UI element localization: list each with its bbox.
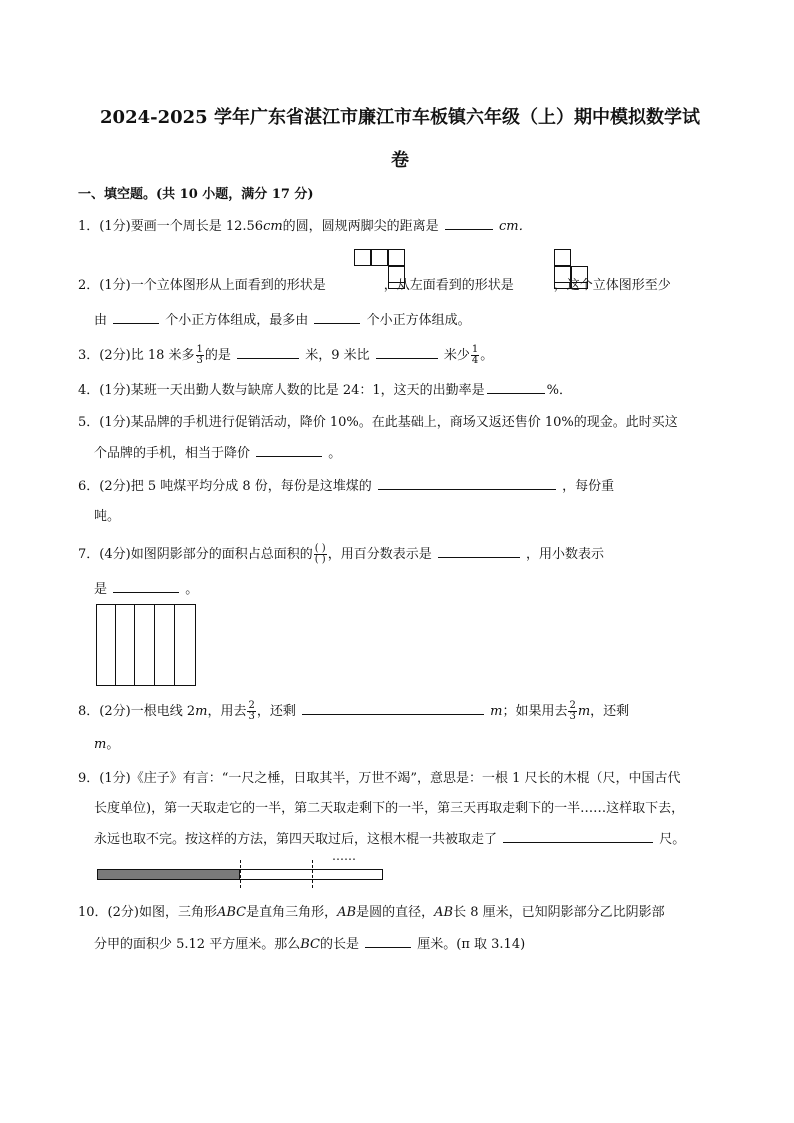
- question-8: [78, 701, 629, 722]
- question-8-line2: [94, 736, 119, 754]
- q7-text-b: ，用百分数表示是: [327, 547, 432, 562]
- q1-unit: cm: [263, 219, 283, 234]
- q1-text-c: cm．: [498, 219, 532, 234]
- q3-score: (2分): [99, 348, 131, 363]
- q3-fraction-2: $\frac{1}{4}$: [471, 344, 479, 366]
- q10-ab: AB: [337, 905, 357, 920]
- q2-text-b: ，从左面看到的形状是: [383, 278, 514, 293]
- q3-text-e: 。: [480, 348, 494, 363]
- q1-score: (1分): [99, 219, 131, 234]
- q2-line2-a: 由: [94, 313, 108, 328]
- question-4: [78, 381, 572, 400]
- q3-text-a: 比 18 米多: [130, 348, 195, 363]
- q7-score: (4分): [99, 547, 131, 562]
- question-10: [78, 904, 665, 922]
- q5-line2-b: 。: [328, 446, 342, 461]
- q2-score: (1分): [99, 278, 131, 293]
- q8-score: (2分): [99, 704, 131, 719]
- q8-unit-2: m: [490, 704, 503, 719]
- q7-text-c: ，用小数表示: [526, 547, 605, 562]
- q10-abc: ABC: [216, 905, 247, 920]
- q10-text-d: 长 8 厘米，已知阴影部分乙比阴影部: [453, 905, 665, 920]
- q6-answer-blank[interactable]: [378, 477, 556, 490]
- q6-text-a: 把 5 吨煤平均分成 8 份，每份是这堆煤的: [130, 479, 372, 494]
- q8-fraction-2: $\frac{2}{3}$: [569, 700, 576, 722]
- q2-text-c: ，这个立体图形至少: [553, 278, 671, 293]
- q10-score: (2分): [107, 905, 139, 920]
- q8-text-a: 一根电线 2: [130, 704, 196, 719]
- q5-number: 5．: [78, 415, 100, 430]
- q4-number: 4．: [78, 383, 100, 398]
- q5-score: (1分): [99, 415, 131, 430]
- section-heading: 一、填空题。(共 10 小题，满分 17 分): [78, 187, 314, 202]
- exam-title-line2: 卷: [391, 150, 409, 171]
- q10-line2-a: 分甲的面积少 5.12 平方厘米。那么: [94, 937, 301, 952]
- q8-text-d: ；如果用去: [502, 704, 568, 719]
- q8-text-e: ，还剩: [590, 704, 630, 719]
- q2-number: 2．: [78, 278, 100, 293]
- q8-blank-1[interactable]: [302, 702, 484, 715]
- q3-blank-1[interactable]: [237, 346, 299, 359]
- q2-min-blank[interactable]: [113, 311, 159, 324]
- q7-number: 7．: [78, 547, 100, 562]
- question-6-line2: 吨。: [94, 509, 121, 524]
- q2-text-a: 一个立体图形从上面看到的形状是: [130, 278, 326, 293]
- q8-number: 8．: [78, 704, 100, 719]
- question-9-line2: 长度单位)，第一天取走它的一半，第二天取走剩下的一半，第三天再取走剩下的一半……这样取下去，: [94, 801, 685, 816]
- q3-blank-2[interactable]: [376, 346, 438, 359]
- q2-max-blank[interactable]: [314, 311, 360, 324]
- q9-score: (1分): [99, 771, 131, 786]
- q10-number: 10．: [78, 905, 108, 920]
- q1-text-b: 的圆，圆规两脚尖的距离是: [282, 219, 439, 234]
- q10-bc: BC: [300, 937, 320, 952]
- question-10-line2: [94, 935, 525, 954]
- q9-answer-blank[interactable]: [503, 830, 653, 843]
- q9-line3-a: 永远也取不完。按这样的方法，第四天取过后，这根木棍一共被取走了: [94, 832, 498, 847]
- question-9: [78, 770, 681, 788]
- q9-line3-b: 尺。: [659, 832, 686, 847]
- q8-unit: m: [195, 704, 208, 719]
- question-7: [78, 544, 604, 565]
- q3-number: 3．: [78, 348, 100, 363]
- q8-line2-end: 。: [106, 737, 120, 752]
- q3-text-d: 米少: [443, 348, 470, 363]
- question-5-line2: [94, 444, 341, 463]
- q10-text-a: 如图，三角形: [138, 905, 217, 920]
- q9-dots: ……: [332, 849, 356, 863]
- question-1: [78, 217, 532, 236]
- q4-text-a: 某班一天出勤人数与缺席人数的比是 24：1，这天的出勤率是: [130, 383, 485, 398]
- q8-text-b: ，用去: [207, 704, 247, 719]
- question-7-line2: [94, 580, 198, 599]
- q3-text-b: 的是: [204, 348, 231, 363]
- question-5: [78, 414, 678, 432]
- q1-answer-blank[interactable]: [445, 217, 493, 230]
- q2-line2-b: 个小正方体组成，最多由: [165, 313, 309, 328]
- q7-line2-a: 是: [94, 582, 108, 597]
- q7-percent-blank[interactable]: [438, 545, 520, 558]
- q8-unit-3: m: [577, 704, 591, 719]
- q7-decimal-blank[interactable]: [113, 580, 179, 593]
- q7-text-a: 如图阴影部分的面积占总面积的: [130, 547, 313, 562]
- question-3: [78, 345, 493, 366]
- q10-ab2: AB: [434, 905, 454, 920]
- q1-number: 1．: [78, 219, 100, 234]
- q4-score: (1分): [99, 383, 131, 398]
- question-2-line2: [94, 311, 471, 330]
- q10-line2-b: 的长是: [319, 937, 359, 952]
- q6-text-b: ，每份重: [562, 479, 615, 494]
- q10-answer-blank[interactable]: [365, 935, 411, 948]
- q3-text-c: 米，9 米比: [305, 348, 370, 363]
- q7-line2-b: 。: [185, 582, 199, 597]
- question-9-line3: [94, 830, 685, 849]
- q5-line2-a: 个品牌的手机，相当于降价: [94, 446, 251, 461]
- q8-line2-unit: m: [94, 737, 107, 752]
- q4-answer-blank[interactable]: [487, 381, 545, 394]
- q6-number: 6．: [78, 479, 100, 494]
- q6-score: (2分): [99, 479, 131, 494]
- q2-line2-c: 个小正方体组成。: [366, 313, 471, 328]
- exam-title-line1: 2024-2025 学年广东省湛江市廉江市车板镇六年级（上）期中模拟数学试: [100, 107, 700, 128]
- q10-line2-c: 厘米。(π 取 3.14): [417, 937, 526, 952]
- q7-fraction[interactable]: $\frac{( )}{( )}$: [314, 543, 326, 565]
- q8-fraction-1: $\frac{2}{3}$: [248, 700, 255, 722]
- q9-text-a: 《庄子》有言：“一尺之棰，日取其半，万世不竭”，意思是：一根 1 尺长的木棍（尺，中国古代: [130, 771, 681, 786]
- q10-text-b: 是直角三角形，: [246, 905, 338, 920]
- q5-text-a: 某品牌的手机进行促销活动，降价 10%。在此基础上，商场又返还售价 10%的现金。此时买这: [130, 415, 678, 430]
- q4-text-b: %．: [546, 383, 573, 398]
- q1-text-a: 要画一个周长是 12.56: [130, 219, 264, 234]
- q5-answer-blank[interactable]: [256, 444, 322, 457]
- q3-fraction-1: $\frac{1}{3}$: [196, 344, 203, 366]
- q8-text-c: ，还剩: [256, 704, 296, 719]
- q9-number: 9．: [78, 771, 100, 786]
- q10-text-c: 是圆的直径，: [356, 905, 435, 920]
- question-6: [78, 477, 614, 496]
